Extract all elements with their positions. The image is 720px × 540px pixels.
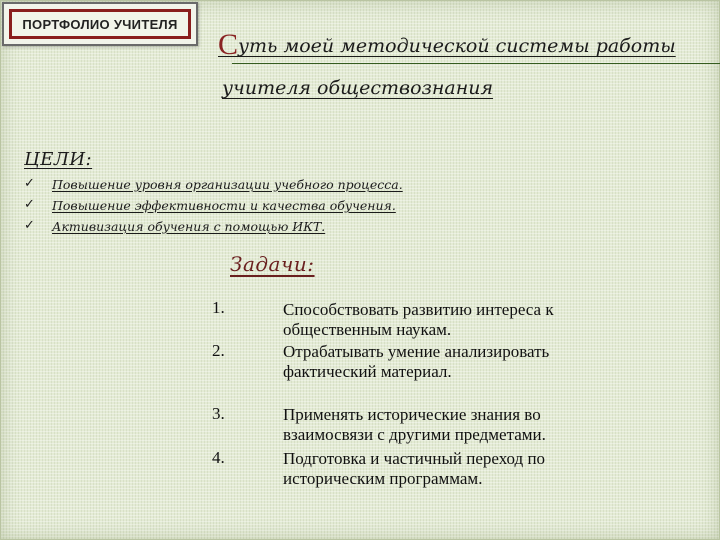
- portfolio-badge: [2, 2, 198, 46]
- goal-text: Активизация обучения с помощью ИКТ.: [52, 219, 326, 234]
- task-text: Применять исторические знания во взаимосвязи с другими предметами.: [283, 405, 546, 444]
- tasks-heading: Задачи:: [230, 252, 315, 276]
- task-text: Отрабатывать умение анализировать фактический материал.: [283, 342, 550, 381]
- title-initial-letter: С: [218, 28, 239, 61]
- portfolio-badge-label: ПОРТФОЛИО УЧИТЕЛЯ: [22, 16, 178, 32]
- checkmark-icon: ✓: [24, 176, 35, 191]
- goal-text: Повышение уровня организации учебного процесса.: [52, 177, 403, 192]
- portfolio-badge-frame: [9, 9, 191, 39]
- slide-title-line2: учителя обществознания: [222, 77, 494, 99]
- task-number: 2.: [212, 341, 225, 360]
- slide-title-line1: [218, 28, 718, 62]
- goals-heading: ЦЕЛИ:: [24, 149, 93, 170]
- checkmark-icon: ✓: [24, 218, 35, 233]
- title-rule: [232, 63, 720, 64]
- title-line1-text: уть моей методической системы работы: [238, 35, 676, 57]
- task-number: 3.: [212, 404, 225, 423]
- goal-text: Повышение эффективности и качества обучения.: [52, 198, 396, 213]
- task-number: 1.: [212, 298, 225, 317]
- task-text: Подготовка и частичный переход по историческим программам.: [283, 449, 546, 488]
- checkmark-icon: ✓: [24, 197, 35, 212]
- task-text: Способствовать развитию интереса к общественным наукам.: [283, 300, 554, 339]
- task-number: 4.: [212, 448, 225, 467]
